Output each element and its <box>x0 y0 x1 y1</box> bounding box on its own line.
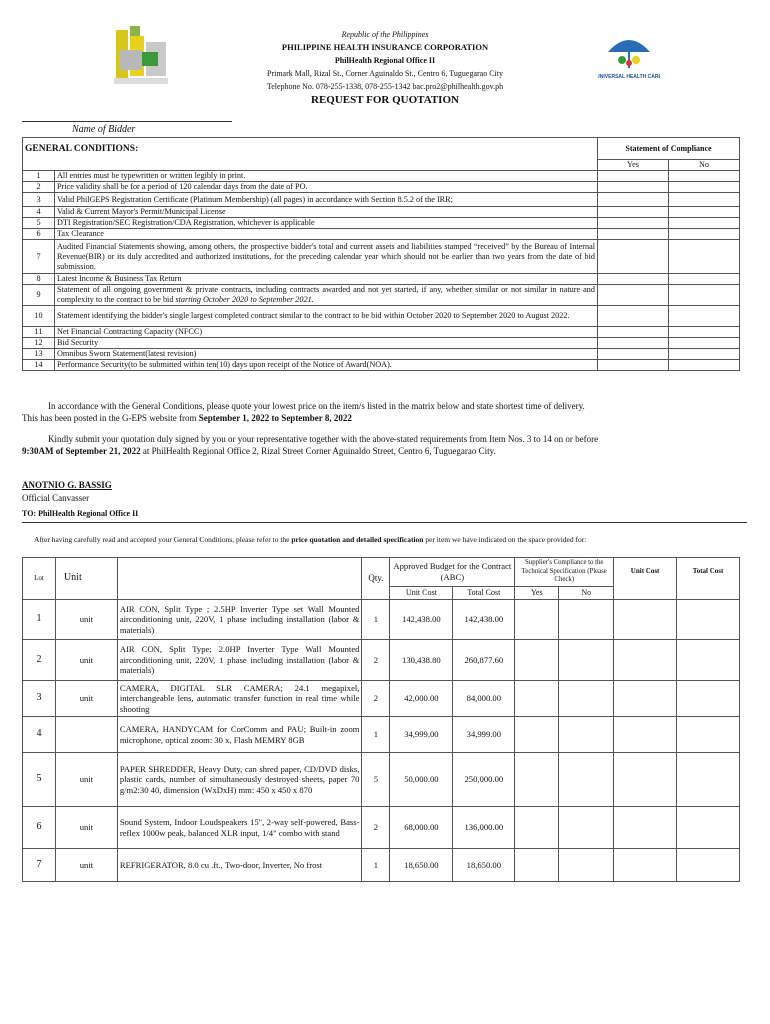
compliance-no-cell[interactable] <box>669 285 740 306</box>
item-lot: 7 <box>23 849 56 882</box>
item-supplier-unit-cost[interactable] <box>614 753 677 807</box>
compliance-no-cell[interactable] <box>669 274 740 285</box>
compliance-yes-cell[interactable] <box>598 182 669 193</box>
unit-cost-header: Unit Cost <box>614 558 677 600</box>
condition-text: Valid & Current Mayor's Permit/Municipal License <box>55 207 598 218</box>
item-row <box>23 849 740 882</box>
item-unit: unit <box>55 600 117 640</box>
item-description: REFRIGERATOR, 8.0 cu .ft., Two-door, Inverter, No frost <box>117 849 362 882</box>
condition-text: DTI Registration/SEC Registration/CDA Registration, whichever is applicable <box>55 218 598 229</box>
item-supplier-unit-cost[interactable] <box>614 849 677 882</box>
condition-text: All entries must be typewritten or written legibly in print. <box>55 171 598 182</box>
condition-number: 10 <box>23 306 55 327</box>
condition-row <box>23 182 740 193</box>
compliance-yes-cell[interactable] <box>598 338 669 349</box>
quotation-instructions <box>22 400 747 424</box>
condition-number: 1 <box>23 171 55 182</box>
uhc-logo-text: UNIVERSAL HEALTH CARE <box>598 74 660 80</box>
qty-header: Qty. <box>362 558 390 600</box>
instructions-text: In accordance with the General Conditions, please quote your lowest price on the item/s listed in the matrix below and state shortest time of delivery. <box>48 401 585 411</box>
condition-row <box>23 327 740 338</box>
item-abc-total-cost: 18,650.00 <box>453 849 515 882</box>
condition-number: 2 <box>23 182 55 193</box>
item-abc-unit-cost: 42,000.00 <box>390 681 453 717</box>
item-supplier-unit-cost[interactable] <box>614 717 677 753</box>
abc-unit-cost-header: Unit Cost <box>390 586 453 600</box>
universal-health-care-logo <box>598 30 660 80</box>
item-abc-total-cost: 142,438.00 <box>453 600 515 640</box>
statement-of-compliance-heading: Statement of Compliance <box>598 138 740 160</box>
item-row <box>23 753 740 807</box>
item-supplier-total-cost[interactable] <box>677 753 740 807</box>
condition-row <box>23 306 740 327</box>
item-compliance-yes[interactable] <box>515 681 559 717</box>
compliance-no-cell[interactable] <box>669 306 740 327</box>
submission-location: at PhilHealth Regional Office 2, Rizal Street Corner Aguinaldo Street, Centro 6, Tuguegarao City. <box>142 446 496 456</box>
item-compliance-no[interactable] <box>559 753 614 807</box>
divider <box>22 522 747 523</box>
item-abc-unit-cost: 142,438.00 <box>390 600 453 640</box>
posting-dates: September 1, 2022 to September 8, 2022 <box>198 413 352 423</box>
submission-instructions <box>22 433 747 457</box>
item-supplier-total-cost[interactable] <box>677 640 740 681</box>
compliance-no-cell[interactable] <box>669 338 740 349</box>
page-title: REQUEST FOR QUOTATION <box>311 94 459 106</box>
item-description: AIR CON, Split Type; 2.0HP Inverter Type Wall Mounted airconditioning unit, 220V, 1 phase including installation (labor & materials) <box>117 640 362 681</box>
item-compliance-no[interactable] <box>559 717 614 753</box>
condition-text: Performance Security(to be submitted within ten(10) days upon receipt of the Notice of Award(NOA). <box>55 360 598 371</box>
item-abc-unit-cost: 18,650.00 <box>390 849 453 882</box>
item-compliance-yes[interactable] <box>515 717 559 753</box>
condition-italic-text: starting October 2020 to September 2021. <box>175 295 314 304</box>
compliance-no-cell[interactable] <box>669 229 740 240</box>
compliance-yes-cell[interactable] <box>598 171 669 182</box>
compliance-yes-cell[interactable] <box>598 274 669 285</box>
item-compliance-no[interactable] <box>559 807 614 849</box>
item-abc-unit-cost: 68,000.00 <box>390 807 453 849</box>
condition-number: 5 <box>23 218 55 229</box>
philhealth-logo <box>110 22 174 88</box>
condition-row <box>23 338 740 349</box>
compliance-no-cell[interactable] <box>669 207 740 218</box>
supplier-no-header: No <box>559 586 614 600</box>
item-description: CAMERA, DIGITAL SLR CAMERA; 24.1 megapixel, interchangeable lens, automatic transfer function in real time while shooting <box>117 681 362 717</box>
compliance-no-cell[interactable] <box>669 327 740 338</box>
compliance-no-cell[interactable] <box>669 193 740 207</box>
condition-text: Bid Security <box>55 338 598 349</box>
abc-header: Approved Budget for the Contract (ABC) <box>390 558 515 587</box>
condition-text: Statement identifying the bidder's single largest completed contract similar to the contract to be bid within October 2020 to September 2020 to August 2022. <box>55 306 598 327</box>
condition-row <box>23 274 740 285</box>
office-name: PhilHealth Regional Office II <box>334 56 436 65</box>
submission-deadline: 9:30AM of September 21, 2022 <box>22 446 141 456</box>
submission-text: Kindly submit your quotation duly signed by you or your representative together with the above-stated requirements from Item Nos. 3 to 14 on or before <box>48 434 599 444</box>
item-supplier-unit-cost[interactable] <box>614 600 677 640</box>
item-description: CAMERA, HANDYCAM for CorComm and PAU; Built-in zoom microphone, optical zoom: 30 x, Flash MEMRY 8GB <box>117 717 362 753</box>
item-abc-unit-cost: 130,438.80 <box>390 640 453 681</box>
item-abc-total-cost: 250,000.00 <box>453 753 515 807</box>
item-unit: unit <box>55 753 117 807</box>
item-unit: unit <box>55 849 117 882</box>
compliance-yes-cell[interactable] <box>598 285 669 306</box>
compliance-no-cell[interactable] <box>669 182 740 193</box>
compliance-no-cell[interactable] <box>669 360 740 371</box>
canvasser-title: Official Canvasser <box>22 493 90 503</box>
item-lot: 4 <box>23 717 56 753</box>
item-quantity: 1 <box>362 717 390 753</box>
condition-number: 9 <box>23 285 55 306</box>
republic-line: Republic of the Philippines <box>341 30 429 39</box>
item-compliance-no[interactable] <box>559 640 614 681</box>
corporation-name: PHILIPPINE HEALTH INSURANCE CORPORATION <box>281 42 489 52</box>
item-compliance-yes[interactable] <box>515 600 559 640</box>
condition-row <box>23 229 740 240</box>
item-quantity: 2 <box>362 807 390 849</box>
item-compliance-no[interactable] <box>559 849 614 882</box>
item-quantity: 5 <box>362 753 390 807</box>
condition-text: Audited Financial Statements showing, among others, the prospective bidder's total and current assets and liabilities stamped “received” by the Bureau of Internal Revenue(BIR) or its duly accredited and authorized institutions, for the preceding calendar year which should not be earlier than two years from the date of bid submission. <box>55 240 598 274</box>
item-unit: unit <box>55 640 117 681</box>
condition-text: Statement of all ongoing government & private contracts, including contracts awarded and not yet started, if any, whether similar or not similar in nature and complexity to the contract to be bid starting October 2020 to September 2021. <box>55 285 598 306</box>
item-description: Sound System, Indoor Loudspeakers 15", 2-way self-powered, Bass-reflex 1000w peak, balanced XLR input, 1/4" combo with stand <box>117 807 362 849</box>
item-quantity: 2 <box>362 640 390 681</box>
condition-row <box>23 285 740 306</box>
general-conditions-heading: GENERAL CONDITIONS: <box>23 138 598 160</box>
condition-number: 6 <box>23 229 55 240</box>
condition-number: 12 <box>23 338 55 349</box>
letterhead <box>0 0 770 96</box>
compliance-yes-cell[interactable] <box>598 349 669 360</box>
item-compliance-yes[interactable] <box>515 640 559 681</box>
item-supplier-unit-cost[interactable] <box>614 681 677 717</box>
condition-text: Tax Clearance <box>55 229 598 240</box>
item-unit: unit <box>55 807 117 849</box>
acceptance-text: After having carefully read and accepted your General Conditions, please refer to the <box>34 535 290 544</box>
office-address: Primark Mall, Rizal St., Corner Aguinaldo St., Centro 6, Tuguegarao City <box>267 69 503 78</box>
compliance-yes-cell[interactable] <box>598 240 669 274</box>
compliance-no-cell[interactable] <box>669 218 740 229</box>
condition-row <box>23 193 740 207</box>
condition-number: 8 <box>23 274 55 285</box>
item-lot: 2 <box>23 640 56 681</box>
item-abc-total-cost: 136,000.00 <box>453 807 515 849</box>
item-compliance-yes[interactable] <box>515 753 559 807</box>
supplier-compliance-header: Supplier's Compliance to the Technical Specification (Please Check) <box>515 558 614 587</box>
item-supplier-total-cost[interactable] <box>677 807 740 849</box>
total-cost-header: Total Cost <box>677 558 740 600</box>
item-supplier-total-cost[interactable] <box>677 849 740 882</box>
item-lot: 6 <box>23 807 56 849</box>
item-description: PAPER SHREDDER, Heavy Duty, can shred paper, CD/DVD disks, plastic cards, number of simultaneously destroyed sheets, paper 70 g/m2:30 40, dimension (WxDxH) mm: 450 x 450 x 870 <box>117 753 362 807</box>
condition-number: 3 <box>23 193 55 207</box>
condition-row <box>23 218 740 229</box>
compliance-yes-cell[interactable] <box>598 306 669 327</box>
item-lot: 5 <box>23 753 56 807</box>
condition-row <box>23 240 740 274</box>
item-quantity: 1 <box>362 849 390 882</box>
compliance-no-cell[interactable] <box>669 171 740 182</box>
item-lot: 1 <box>23 600 56 640</box>
unit-header: Unit <box>55 558 117 600</box>
item-abc-unit-cost: 34,999.00 <box>390 717 453 753</box>
condition-number: 13 <box>23 349 55 360</box>
bidder-name-line <box>22 121 232 122</box>
item-compliance-no[interactable] <box>559 681 614 717</box>
compliance-no-cell[interactable] <box>669 240 740 274</box>
item-abc-unit-cost: 50,000.00 <box>390 753 453 807</box>
item-row <box>23 640 740 681</box>
acceptance-bold-text: price quotation and detailed specification <box>291 535 424 544</box>
condition-number: 4 <box>23 207 55 218</box>
abc-total-cost-header: Total Cost <box>453 586 515 600</box>
item-compliance-yes[interactable] <box>515 849 559 882</box>
lot-header: Lot <box>23 558 56 600</box>
compliance-no-header: No <box>669 160 740 171</box>
office-telephone: Telephone No. 078-255-1338, 078-255-1342 bac.pro2@philhealth.gov.ph <box>266 82 504 91</box>
canvasser-name: ANOTNIO G. BASSIG <box>22 480 112 490</box>
item-unit <box>55 717 117 753</box>
item-supplier-total-cost[interactable] <box>677 717 740 753</box>
item-supplier-unit-cost[interactable] <box>614 807 677 849</box>
item-supplier-total-cost[interactable] <box>677 600 740 640</box>
item-unit: unit <box>55 681 117 717</box>
compliance-yes-cell[interactable] <box>598 229 669 240</box>
item-abc-total-cost: 84,000.00 <box>453 681 515 717</box>
item-supplier-unit-cost[interactable] <box>614 640 677 681</box>
condition-row <box>23 360 740 371</box>
compliance-yes-cell[interactable] <box>598 193 669 207</box>
item-quantity: 2 <box>362 681 390 717</box>
item-row <box>23 807 740 849</box>
posting-text: This has been posted in the G-EPS website from <box>22 413 197 423</box>
compliance-yes-header: Yes <box>598 160 669 171</box>
condition-text: Omnibus Sworn Statement(latest revision) <box>55 349 598 360</box>
condition-text: Valid PhilGEPS Registration Certificate (Platinum Membership) (all pages) in accordance with Section 8.5.2 of the IRR; <box>55 193 598 207</box>
item-description: AIR CON, Split Type ; 2.5HP Inverter Type set Wall Mounted airconditioning unit, 220V, 1 phase including installation (labor & materials) <box>117 600 362 640</box>
general-conditions-table <box>22 137 740 371</box>
item-abc-total-cost: 34,999.00 <box>453 717 515 753</box>
condition-row <box>23 349 740 360</box>
item-compliance-yes[interactable] <box>515 807 559 849</box>
condition-number: 14 <box>23 360 55 371</box>
addressee-line: TO: PhilHealth Regional Office II <box>22 509 139 518</box>
condition-text: Price validity shall be for a period of 120 calendar days from the date of PO. <box>55 182 598 193</box>
items-quotation-table <box>22 557 740 882</box>
acceptance-text-end: per item we have indicated on the space provided for: <box>425 535 587 544</box>
item-lot: 3 <box>23 681 56 717</box>
acceptance-statement <box>22 535 747 545</box>
supplier-yes-header: Yes <box>515 586 559 600</box>
bidder-name-label: Name of Bidder <box>72 124 136 135</box>
condition-text: Latest Income & Business Tax Return <box>55 274 598 285</box>
compliance-yes-cell[interactable] <box>598 360 669 371</box>
condition-number: 11 <box>23 327 55 338</box>
item-row <box>23 600 740 640</box>
compliance-yes-cell[interactable] <box>598 218 669 229</box>
item-abc-total-cost: 260,877.60 <box>453 640 515 681</box>
condition-row <box>23 207 740 218</box>
item-supplier-total-cost[interactable] <box>677 681 740 717</box>
item-row <box>23 717 740 753</box>
condition-number: 7 <box>23 240 55 274</box>
item-compliance-no[interactable] <box>559 600 614 640</box>
item-quantity: 1 <box>362 600 390 640</box>
condition-row <box>23 171 740 182</box>
compliance-no-cell[interactable] <box>669 349 740 360</box>
compliance-yes-cell[interactable] <box>598 327 669 338</box>
compliance-yes-cell[interactable] <box>598 207 669 218</box>
item-row <box>23 681 740 717</box>
condition-text: Net Financial Contracting Capacity (NFCC) <box>55 327 598 338</box>
